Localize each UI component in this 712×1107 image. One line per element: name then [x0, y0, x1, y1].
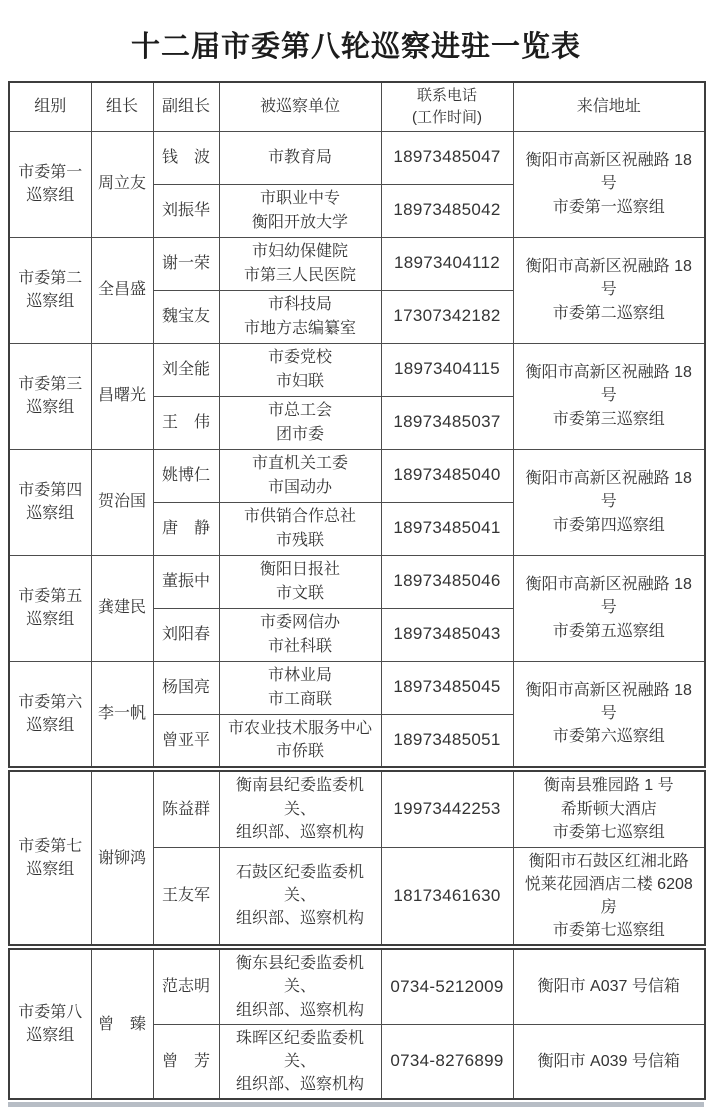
address-cell [513, 555, 705, 661]
deputy-cell: 钱 波 [153, 131, 219, 184]
col-header-phone-line1: 联系电话 [416, 87, 477, 104]
col-header-address: 来信地址 [513, 82, 705, 131]
unit-item: 市妇联 [275, 372, 324, 390]
unit-item: 市职业中专 [259, 190, 340, 208]
address-cell [513, 847, 705, 945]
address-line: 市委第七巡察组 [552, 922, 665, 940]
units-cell [219, 290, 381, 343]
group-name-cell [9, 237, 91, 343]
units-cell [219, 714, 381, 767]
page-bottom-edge [8, 1102, 704, 1107]
inspection-table-group7 [8, 770, 706, 946]
unit-item: 衡东县纪委监委机关、 [235, 955, 364, 996]
group-name-line: 巡察组 [26, 187, 75, 204]
units-cell [219, 1024, 381, 1099]
unit-item: 衡南县纪委监委机关、 [235, 777, 364, 818]
unit-item: 团市委 [275, 425, 324, 443]
phone-cell: 18973485047 [381, 131, 513, 184]
col-header-deputy: 副组长 [153, 82, 219, 131]
phone-cell: 18973485041 [381, 502, 513, 555]
group-name-line: 市委第一 [18, 163, 83, 181]
units-cell [219, 608, 381, 661]
units-cell [219, 555, 381, 608]
group-name-cell [9, 771, 91, 945]
deputy-cell: 董振中 [153, 555, 219, 608]
address-cell [513, 949, 705, 1024]
unit-item: 市教育局 [267, 148, 332, 166]
deputy-cell: 范志明 [153, 949, 219, 1024]
leader-cell: 曾 臻 [91, 949, 153, 1099]
group-name-line: 巡察组 [26, 505, 75, 522]
deputy-cell: 王友军 [153, 847, 219, 945]
deputy-cell: 刘全能 [153, 343, 219, 396]
table-row [9, 555, 705, 608]
group-name-cell [9, 661, 91, 767]
address-line: 市委第七巡察组 [552, 823, 665, 841]
phone-cell: 19973442253 [381, 771, 513, 847]
phone-cell: 18173461630 [381, 847, 513, 945]
unit-item: 市国动办 [267, 478, 332, 496]
group-name-line: 市委第五 [18, 587, 83, 605]
address-line: 市委第一巡察组 [552, 198, 665, 216]
group-name-line: 市委第四 [18, 481, 83, 499]
unit-item: 市林业局 [267, 667, 332, 685]
unit-item: 组织部、巡察机构 [235, 1076, 364, 1094]
phone-cell: 18973485046 [381, 555, 513, 608]
phone-cell: 18973485051 [381, 714, 513, 767]
address-line: 衡阳市 A037 号信箱 [537, 978, 680, 996]
phone-cell: 17307342182 [381, 290, 513, 343]
col-header-phone-line2: (工作时间) [412, 108, 482, 126]
deputy-cell: 谢一荣 [153, 237, 219, 290]
unit-item: 市残联 [275, 531, 324, 549]
address-line: 衡阳市高新区祝融路 18 号 [525, 681, 692, 723]
unit-item: 市委党校 [267, 349, 332, 367]
unit-item: 组织部、巡察机构 [235, 823, 364, 841]
address-line: 悦莱花园酒店二楼 6208 房 [524, 875, 693, 916]
phone-cell: 0734-5212009 [381, 949, 513, 1024]
phone-cell: 0734-8276899 [381, 1024, 513, 1099]
unit-item: 市直机关工委 [251, 455, 348, 473]
inspection-table-main [8, 81, 706, 768]
unit-item: 组织部、巡察机构 [235, 910, 364, 928]
deputy-cell: 刘振华 [153, 184, 219, 237]
leader-cell: 贺治国 [91, 449, 153, 555]
units-cell [219, 847, 381, 945]
unit-item: 衡阳日报社 [259, 561, 340, 579]
inspection-table-group8 [8, 948, 706, 1100]
address-cell [513, 661, 705, 767]
table-row [9, 661, 705, 714]
unit-item: 市侨联 [275, 743, 324, 761]
unit-item: 市文联 [275, 584, 324, 602]
table-row [9, 131, 705, 184]
deputy-cell: 唐 静 [153, 502, 219, 555]
address-line: 衡阳市 A039 号信箱 [537, 1053, 680, 1070]
units-cell [219, 949, 381, 1024]
unit-item: 市工商联 [267, 690, 332, 708]
group-name-line: 市委第七 [18, 837, 83, 855]
group-name-line: 市委第三 [18, 375, 83, 393]
address-line: 衡阳市高新区祝融路 18 号 [525, 258, 692, 299]
address-line: 衡阳市高新区祝融路 18 号 [525, 364, 692, 405]
col-header-units: 被巡察单位 [219, 82, 381, 131]
unit-item: 市委网信办 [259, 614, 340, 632]
address-line: 市委第二巡察组 [552, 304, 665, 322]
deputy-cell: 刘阳春 [153, 608, 219, 661]
address-cell [513, 343, 705, 449]
deputy-cell: 陈益群 [153, 771, 219, 847]
table-header-row [9, 82, 705, 131]
col-header-group: 组别 [9, 82, 91, 131]
table-row [9, 237, 705, 290]
unit-item: 珠晖区纪委监委机关、 [235, 1029, 364, 1070]
unit-item: 市地方志编纂室 [243, 319, 356, 337]
group-name-line: 巡察组 [26, 861, 75, 879]
phone-cell: 18973485040 [381, 449, 513, 502]
leader-cell: 全昌盛 [91, 237, 153, 343]
deputy-cell: 曾亚平 [153, 714, 219, 767]
address-line: 衡阳市石鼓区红湘北路 [528, 852, 689, 870]
col-header-leader: 组长 [91, 82, 153, 131]
address-line: 市委第六巡察组 [552, 728, 665, 746]
leader-cell: 周立友 [91, 131, 153, 237]
phone-cell: 18973485042 [381, 184, 513, 237]
address-line: 衡阳市高新区祝融路 18 号 [525, 470, 692, 511]
units-cell [219, 184, 381, 237]
unit-item: 市农业技术服务中心 [227, 720, 372, 738]
leader-cell: 李一帆 [91, 661, 153, 767]
group-name-line: 巡察组 [26, 293, 75, 310]
address-line: 市委第四巡察组 [552, 516, 665, 534]
address-line: 衡阳市高新区祝融路 18 号 [525, 576, 692, 617]
group-name-cell [9, 343, 91, 449]
units-cell [219, 502, 381, 555]
group-name-line: 巡察组 [26, 399, 75, 416]
group-name-line: 巡察组 [26, 1027, 75, 1045]
phone-cell: 18973485043 [381, 608, 513, 661]
unit-item: 石鼓区纪委监委机关、 [235, 864, 364, 905]
group-name-cell [9, 555, 91, 661]
phone-cell: 18973485045 [381, 661, 513, 714]
phone-cell: 18973404112 [381, 237, 513, 290]
deputy-cell: 杨国亮 [153, 661, 219, 714]
unit-item: 市总工会 [267, 402, 332, 420]
group-name-line: 巡察组 [26, 716, 75, 734]
table-row [9, 949, 705, 1024]
address-line: 市委第三巡察组 [552, 410, 665, 428]
units-cell [219, 131, 381, 184]
address-cell [513, 1024, 705, 1099]
units-cell [219, 661, 381, 714]
col-header-phone [381, 82, 513, 131]
units-cell [219, 237, 381, 290]
address-cell [513, 771, 705, 847]
unit-item: 衡阳开放大学 [251, 213, 348, 231]
group-name-line: 市委第八 [18, 1004, 83, 1022]
address-cell [513, 237, 705, 343]
deputy-cell: 王 伟 [153, 396, 219, 449]
units-cell [219, 771, 381, 847]
page-title: 十二届市委第八轮巡察进驻一览表 [130, 31, 581, 63]
group-name-line: 巡察组 [26, 611, 75, 628]
group-name-line: 市委第二 [18, 269, 83, 287]
address-cell [513, 449, 705, 555]
leader-cell: 龚建民 [91, 555, 153, 661]
unit-item: 市科技局 [267, 296, 332, 314]
table-row [9, 449, 705, 502]
unit-item: 市供销合作总社 [243, 508, 356, 526]
address-cell [513, 131, 705, 237]
address-line: 衡阳市高新区祝融路 18 号 [525, 152, 692, 193]
units-cell [219, 396, 381, 449]
table-row [9, 343, 705, 396]
unit-item: 市妇幼保健院 [251, 243, 348, 261]
unit-item: 组织部、巡察机构 [235, 1001, 364, 1019]
units-cell [219, 343, 381, 396]
group-name-line: 市委第六 [18, 693, 83, 711]
phone-cell: 18973485037 [381, 396, 513, 449]
group-name-cell [9, 449, 91, 555]
address-line: 衡南县雅园路 1 号 [543, 777, 674, 795]
group-name-cell [9, 949, 91, 1099]
deputy-cell: 曾 芳 [153, 1024, 219, 1099]
address-line: 市委第五巡察组 [552, 622, 665, 640]
phone-cell: 18973404115 [381, 343, 513, 396]
address-line: 希斯顿大酒店 [560, 800, 657, 818]
table-row [9, 771, 705, 847]
unit-item: 市社科联 [267, 637, 332, 655]
units-cell [219, 449, 381, 502]
unit-item: 市第三人民医院 [243, 266, 356, 284]
deputy-cell: 魏宝友 [153, 290, 219, 343]
group-name-cell [9, 131, 91, 237]
deputy-cell: 姚博仁 [153, 449, 219, 502]
leader-cell: 谢铆鸿 [91, 771, 153, 945]
leader-cell: 昌曙光 [91, 343, 153, 449]
